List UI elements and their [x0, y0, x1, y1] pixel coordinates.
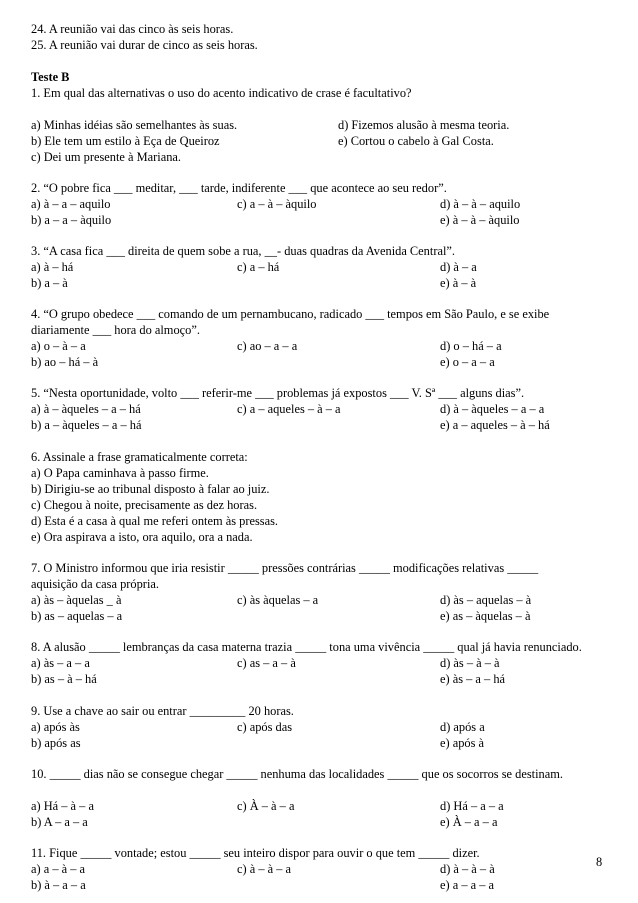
- question-4-line-2: diariamente ___ hora do almoço”.: [31, 323, 200, 337]
- option-b: b) as – à – há: [31, 672, 97, 686]
- question-5-options-row-1: [31, 402, 611, 418]
- option-a: a) Minhas idéias são semelhantes às suas.: [31, 118, 238, 132]
- question-5: 5. “Nesta oportunidade, volto ___ referir-me ___ problemas já expostos ___ V. Sª ___ alguns dias”.: [31, 386, 525, 400]
- question-9-options-row-2: [31, 736, 611, 752]
- option-e: e) a – aqueles – à – há: [440, 418, 550, 432]
- question-2-options-row-1: [31, 197, 611, 213]
- option-c: c) ao – a – a: [237, 339, 298, 353]
- option-b: b) ao – há – à: [31, 355, 99, 369]
- option-e: e) às – a – há: [440, 672, 506, 686]
- option-b: b) a – a – àquilo: [31, 213, 112, 227]
- option-b: b) a – àqueles – a – há: [31, 418, 142, 432]
- option-d: d) após a: [440, 720, 485, 734]
- question-2: 2. “O pobre fica ___ meditar, ___ tarde, indiferente ___ que acontece ao seu redor”.: [31, 181, 447, 195]
- section-title: Teste B: [31, 70, 70, 84]
- question-10-options-row-1: [31, 799, 611, 815]
- option-a: a) à – a – aquilo: [31, 197, 111, 211]
- question-7-line-2: aquisição da casa própria.: [31, 577, 159, 591]
- question-3: 3. “A casa fica ___ direita de quem sobe a rua, __- duas quadras da Avenida Central”.: [31, 244, 455, 258]
- option-c: c) as – a – à: [237, 656, 296, 670]
- question-10-options-row-2: [31, 815, 611, 831]
- option-e: e) após à: [440, 736, 485, 750]
- question-9: 9. Use a chave ao sair ou entrar _________ 20 horas.: [31, 704, 294, 718]
- item-25: 25. A reunião vai durar de cinco as seis horas.: [31, 38, 258, 52]
- option-d: d) às – aquelas – à: [440, 593, 532, 607]
- option-e: e) a – a – a: [440, 878, 495, 892]
- option-e: e) as – àquelas – à: [440, 609, 531, 623]
- option-a: a) O Papa caminhava à passo firme.: [31, 466, 209, 480]
- question-4-line-1: 4. “O grupo obedece ___ comando de um pernambucano, radicado ___ tempos em São Paulo, e se exibe: [31, 307, 550, 321]
- question-4-options-row-2: [31, 355, 611, 371]
- question-1-options-row-2: [31, 134, 611, 150]
- page-number: 8: [596, 855, 603, 869]
- question-7-line-1: 7. O Ministro informou que iria resistir _____ pressões contrárias _____ modificações relativas _____: [31, 561, 539, 575]
- option-a: a) à – há: [31, 260, 74, 274]
- option-e: e) Ora aspirava a isto, ora aquilo, ora a nada.: [31, 530, 253, 544]
- option-c: c) a – aqueles – à – a: [237, 402, 341, 416]
- option-d: d) à – àqueles – a – a: [440, 402, 545, 416]
- question-11-options-row-1: [31, 862, 611, 878]
- question-6: 6. Assinale a frase gramaticalmente correta:: [31, 450, 248, 464]
- option-b: b) após as: [31, 736, 81, 750]
- option-d: d) o – há – a: [440, 339, 502, 353]
- option-b: b) à – a – a: [31, 878, 86, 892]
- option-c: c) Dei um presente à Mariana.: [31, 150, 181, 164]
- option-b: b) A – a – a: [31, 815, 88, 829]
- option-e: e) o – a – a: [440, 355, 495, 369]
- question-11: 11. Fique _____ vontade; estou _____ seu inteiro dispor para ouvir o que tem _____ dizer.: [31, 846, 480, 860]
- option-c: c) a – à – àquilo: [237, 197, 317, 211]
- question-4-options-row-1: [31, 339, 611, 355]
- option-d: d) Há – a – a: [440, 799, 504, 813]
- option-a: a) à – àqueles – a – há: [31, 402, 141, 416]
- option-b: b) Dirigiu-se ao tribunal disposto à falar ao juiz.: [31, 482, 270, 496]
- question-10: 10. _____ dias não se consegue chegar _____ nenhuma das localidades _____ que os socorros se destinam.: [31, 767, 563, 781]
- option-d: d) Esta é a casa à qual me referi ontem às pressas.: [31, 514, 279, 528]
- option-a: a) a – à – a: [31, 862, 86, 876]
- option-b: b) as – aquelas – a: [31, 609, 123, 623]
- question-7-options-row-1: [31, 593, 611, 609]
- option-a: a) às – a – a: [31, 656, 90, 670]
- question-2-options-row-2: [31, 213, 611, 229]
- option-d: d) à – à – à: [440, 862, 495, 876]
- option-e: e) à – à: [440, 276, 477, 290]
- option-a: a) o – à – a: [31, 339, 86, 353]
- question-3-options-row-2: [31, 276, 611, 292]
- option-c: c) À – à – a: [237, 799, 295, 813]
- option-e: e) Cortou o cabelo à Gal Costa.: [338, 134, 494, 148]
- question-11-options-row-2: [31, 878, 611, 894]
- question-1: 1. Em qual das alternativas o uso do acento indicativo de crase é facultativo?: [31, 86, 412, 100]
- option-d: d) à – à – aquilo: [440, 197, 521, 211]
- option-c: c) Chegou à noite, precisamente as dez horas.: [31, 498, 258, 512]
- option-b: b) a – à: [31, 276, 68, 290]
- option-e: e) à – à – àquilo: [440, 213, 520, 227]
- option-d: d) Fizemos alusão à mesma teoria.: [338, 118, 510, 132]
- item-24: 24. A reunião vai das cinco às seis horas.: [31, 22, 234, 36]
- option-c: c) às àquelas – a: [237, 593, 319, 607]
- question-5-options-row-2: [31, 418, 611, 434]
- question-8-options-row-1: [31, 656, 611, 672]
- option-c: c) a – há: [237, 260, 280, 274]
- question-1-options-row-1: [31, 118, 611, 134]
- question-8-options-row-2: [31, 672, 611, 688]
- option-e: e) À – a – a: [440, 815, 498, 829]
- option-a: a) às – àquelas _ à: [31, 593, 122, 607]
- option-a: a) após às: [31, 720, 80, 734]
- question-9-options-row-1: [31, 720, 611, 736]
- option-a: a) Há – à – a: [31, 799, 94, 813]
- option-b: b) Ele tem um estilo à Eça de Queiroz: [31, 134, 220, 148]
- question-8: 8. A alusão _____ lembranças da casa materna trazia _____ tona uma vivência _____ qual já havia renunciado.: [31, 640, 582, 654]
- question-3-options-row-1: [31, 260, 611, 276]
- option-d: d) às – à – à: [440, 656, 500, 670]
- option-c: c) após das: [237, 720, 293, 734]
- option-d: d) à – a: [440, 260, 477, 274]
- option-c: c) à – à – a: [237, 862, 292, 876]
- question-7-options-row-2: [31, 609, 611, 625]
